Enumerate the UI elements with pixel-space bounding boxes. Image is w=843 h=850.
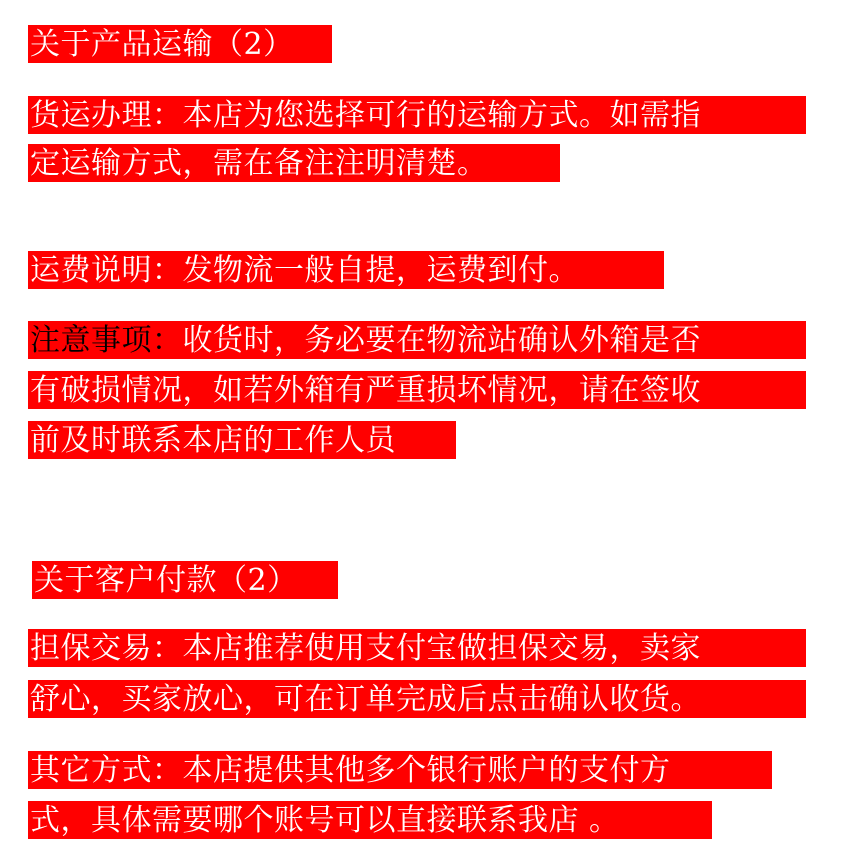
payment-title [32, 561, 338, 599]
escrow-line-1 [28, 629, 806, 667]
notice-line-2-text: 有破损情况，如若外箱有严重损坏情况，请在签收 [30, 373, 701, 408]
shipping-title [28, 25, 332, 63]
freight-line-2-text: 定运输方式，需在备注注明清楚。 [30, 146, 488, 181]
freight-line-1 [28, 96, 806, 134]
payment-title-text: 关于客户付款（2） [34, 563, 298, 598]
notice-line-1 [28, 321, 806, 359]
freight-fee-line [28, 251, 664, 289]
other-line-1-text: 其它方式：本店提供其他多个银行账户的支付方 [30, 753, 671, 788]
notice-line-3 [28, 421, 456, 459]
other-line-2 [28, 801, 712, 839]
other-line-2-text: 式，具体需要哪个账号可以直接联系我店 。 [30, 803, 620, 838]
notice-line-1-text: 收货时，务必要在物流站确认外箱是否 [182, 323, 701, 358]
other-line-1 [28, 751, 772, 789]
shipping-title-text: 关于产品运输（2） [30, 27, 294, 62]
escrow-line-2-text: 舒心，买家放心，可在订单完成后点击确认收货。 [30, 682, 701, 717]
freight-fee-text: 运费说明：发物流一般自提，运费到付。 [30, 253, 579, 288]
freight-line-2 [28, 144, 560, 182]
freight-line-1-text: 货运办理：本店为您选择可行的运输方式。如需指 [30, 98, 701, 133]
notice-line-2 [28, 371, 806, 409]
notice-label: 注意事项： [30, 323, 183, 358]
notice-line-3-text: 前及时联系本店的工作人员 [30, 423, 396, 458]
escrow-line-2 [28, 680, 806, 718]
escrow-line-1-text: 担保交易：本店推荐使用支付宝做担保交易，卖家 [30, 631, 701, 666]
